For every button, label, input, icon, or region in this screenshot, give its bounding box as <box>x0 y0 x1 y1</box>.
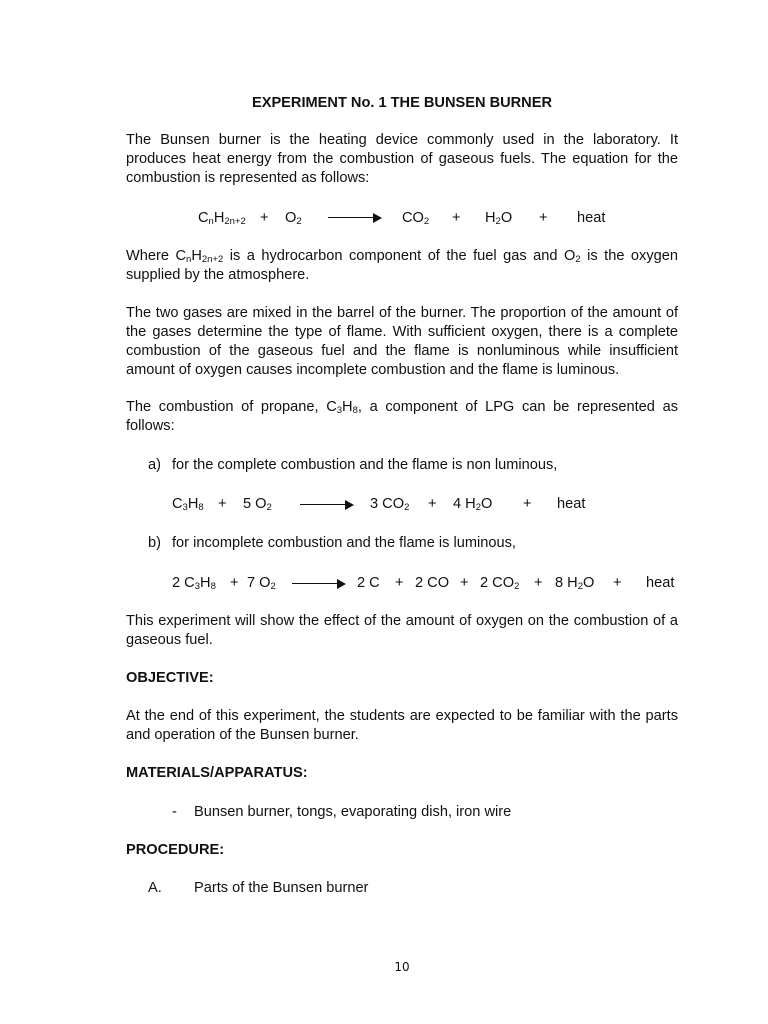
eq1-product-co2: $CO_2$ <box>402 210 430 227</box>
effect-paragraph: This experiment will show the effect of the amount of oxygen on the combustion of a gaseous fuel. <box>126 613 678 648</box>
eq2-propane: $C_3H_8$ <box>172 496 204 513</box>
materials-heading: MATERIALS/APPARATUS: <box>126 765 308 781</box>
procedure-item-text: Parts of the Bunsen burner <box>194 880 369 896</box>
materials-list-item: Bunsen burner, tongs, evaporating dish, iron wire <box>194 804 512 820</box>
reaction-arrow-icon <box>300 500 354 510</box>
list-item-a-marker: a) <box>148 457 161 473</box>
eq3-product-co: 2 CO <box>415 575 450 591</box>
eq1-reactant-oxygen: $O_2$ <box>285 210 302 227</box>
list-item-b-marker: b) <box>148 535 161 551</box>
eq2-product-heat: heat <box>557 496 586 512</box>
eq1-plus: + <box>539 210 548 226</box>
eq3-plus: + <box>230 575 239 591</box>
page-number: 10 <box>394 960 410 974</box>
eq3-plus: + <box>613 575 622 591</box>
eq2-oxygen: 5 $O_2$ <box>243 496 272 513</box>
eq1-product-water: $H_2O$ <box>485 210 513 227</box>
eq3-plus: + <box>395 575 404 591</box>
list-item-a-text: for the complete combustion and the flame is non luminous, <box>172 457 558 473</box>
reaction-arrow-icon <box>328 213 382 223</box>
eq2-product-water: 4 $H_2O$ <box>453 496 493 513</box>
page-title: EXPERIMENT No. 1 THE BUNSEN BURNER <box>251 95 552 111</box>
eq3-product-water: 8 $H_2O$ <box>555 575 595 592</box>
intro-paragraph: The Bunsen burner is the heating device commonly used in the laboratory. It produces heat energy from the combustion of gaseous fuels. The equation for the combustion is represented as follows: <box>126 132 678 186</box>
materials-bullet: - <box>172 804 177 820</box>
eq2-plus: + <box>428 496 437 512</box>
objective-paragraph: At the end of this experiment, the students are expected to be familiar with the parts and operation of the Bunsen burner. <box>126 708 678 743</box>
eq1-reactant-hydrocarbon: $C_nH_{2n+2}$ <box>198 210 246 227</box>
eq3-product-carbon: 2 C <box>357 575 380 591</box>
objective-heading: OBJECTIVE: <box>126 670 214 686</box>
propane-paragraph: The combustion of propane, $C_3H_8$, a component of LPG can be represented as follows: <box>126 399 678 434</box>
eq3-oxygen: 7 $O_2$ <box>247 575 276 592</box>
eq3-plus: + <box>534 575 543 591</box>
eq1-plus: + <box>452 210 461 226</box>
eq2-product-co2: 3 $CO_2$ <box>370 496 410 513</box>
procedure-item-marker: A. <box>148 880 162 896</box>
eq1-plus: + <box>260 210 269 226</box>
where-paragraph: Where $C_nH_{2n+2}$ is a hydrocarbon component of the fuel gas and $O_2$ is the oxygen supplied by the atmosphere. <box>126 248 678 283</box>
eq3-plus: + <box>460 575 469 591</box>
eq3-propane: 2 $C_3H_8$ <box>172 575 216 592</box>
list-item-b-text: for incomplete combustion and the flame is luminous, <box>172 535 516 551</box>
mixing-paragraph: The two gases are mixed in the barrel of the burner. The proportion of the amount of the gases determine the type of flame. With sufficient oxygen, there is a complete combustion of the gaseous fuel and the flame is nonluminous while insufficient amount of oxygen causes incomplete combustion and the flame is luminous. <box>126 305 678 378</box>
eq2-plus: + <box>218 496 227 512</box>
eq3-product-heat: heat <box>646 575 675 591</box>
eq2-plus: + <box>523 496 532 512</box>
procedure-heading: PROCEDURE: <box>126 842 225 858</box>
eq1-product-heat: heat <box>577 210 606 226</box>
eq3-product-co2: 2 $CO_2$ <box>480 575 520 592</box>
reaction-arrow-icon <box>292 579 346 589</box>
